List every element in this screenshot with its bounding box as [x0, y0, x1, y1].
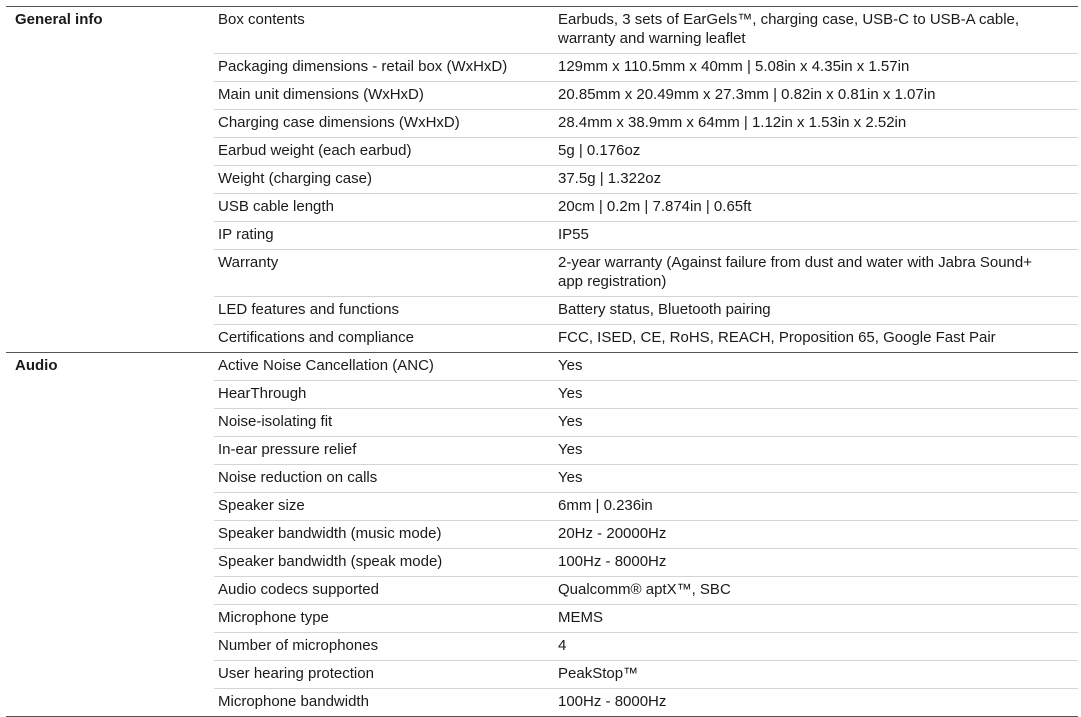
spec-row	[214, 548, 1078, 576]
spec-label: Microphone type	[218, 609, 329, 626]
spec-value: Earbuds, 3 sets of EarGels™, charging case, USB-C to USB-A cable, warranty and warning leaflet	[558, 11, 1020, 47]
spec-label: Box contents	[218, 11, 305, 28]
spec-row	[214, 492, 1078, 520]
spec-label: Active Noise Cancellation (ANC)	[218, 357, 434, 374]
spec-value: 20cm | 0.2m | 7.874in | 0.65ft	[558, 198, 752, 215]
spec-label: Weight (charging case)	[218, 170, 372, 187]
spec-value: 100Hz - 8000Hz	[558, 693, 667, 710]
spec-value: Battery status, Bluetooth pairing	[558, 301, 771, 318]
spec-label: Audio codecs supported	[218, 581, 379, 598]
spec-value: 4	[558, 637, 567, 654]
spec-label: User hearing protection	[218, 665, 374, 682]
spec-value: PeakStop™	[558, 665, 639, 682]
spec-label: Noise reduction on calls	[218, 469, 378, 486]
spec-row	[214, 380, 1078, 408]
spec-value: Yes	[558, 413, 583, 430]
spec-label: HearThrough	[218, 385, 307, 402]
spec-row	[214, 137, 1078, 165]
spec-value: 20.85mm x 20.49mm x 27.3mm | 0.82in x 0.81in x 1.07in	[558, 86, 936, 103]
spec-label: IP rating	[218, 226, 274, 243]
spec-row	[214, 296, 1078, 324]
spec-label: Warranty	[218, 254, 279, 271]
spec-label: Speaker size	[218, 497, 305, 514]
spec-value: FCC, ISED, CE, RoHS, REACH, Proposition 65, Google Fast Pair	[558, 329, 996, 346]
spec-label: USB cable length	[218, 198, 334, 215]
spec-value: 6mm | 0.236in	[558, 497, 653, 514]
spec-row	[214, 604, 1078, 632]
spec-value: MEMS	[558, 609, 603, 626]
spec-value: 37.5g | 1.322oz	[558, 170, 662, 187]
spec-label: In-ear pressure relief	[218, 441, 357, 458]
spec-value: 20Hz - 20000Hz	[558, 525, 667, 542]
spec-label: Main unit dimensions (WxHxD)	[218, 86, 424, 103]
spec-row	[214, 520, 1078, 548]
spec-row	[214, 81, 1078, 109]
spec-label: Microphone bandwidth	[218, 693, 369, 710]
spec-value: Yes	[558, 385, 583, 402]
spec-table	[6, 6, 1078, 717]
spec-row	[214, 324, 1078, 352]
spec-value: Yes	[558, 441, 583, 458]
spec-label: Certifications and compliance	[218, 329, 414, 346]
spec-row	[214, 436, 1078, 464]
section-audio	[6, 352, 1078, 717]
spec-row	[214, 464, 1078, 492]
spec-row	[214, 632, 1078, 660]
spec-row	[214, 660, 1078, 688]
section-title: Audio	[15, 357, 58, 374]
spec-value: Yes	[558, 357, 583, 374]
spec-row	[214, 221, 1078, 249]
spec-value: Yes	[558, 469, 583, 486]
spec-label: LED features and functions	[218, 301, 399, 318]
spec-row	[214, 576, 1078, 604]
spec-row	[214, 109, 1078, 137]
spec-row	[214, 353, 1078, 380]
spec-row	[214, 249, 1078, 296]
section-general-info	[6, 6, 1078, 352]
spec-value: 100Hz - 8000Hz	[558, 553, 667, 570]
section-title: General info	[15, 11, 103, 28]
spec-value: 2-year warranty (Against failure from dust and water with Jabra Sound+ app registration)	[558, 254, 1032, 290]
spec-row	[214, 193, 1078, 221]
spec-label: Charging case dimensions (WxHxD)	[218, 114, 460, 131]
spec-label: Speaker bandwidth (music mode)	[218, 525, 442, 542]
spec-row	[214, 408, 1078, 436]
spec-row	[214, 7, 1078, 53]
spec-row	[214, 53, 1078, 81]
spec-label: Noise-isolating fit	[218, 413, 333, 430]
spec-label: Number of microphones	[218, 637, 379, 654]
spec-value: Qualcomm® aptX™, SBC	[558, 581, 731, 598]
spec-value: 28.4mm x 38.9mm x 64mm | 1.12in x 1.53in x 2.52in	[558, 114, 907, 131]
spec-value: IP55	[558, 226, 589, 243]
spec-label: Speaker bandwidth (speak mode)	[218, 553, 443, 570]
spec-row	[214, 165, 1078, 193]
spec-value: 5g | 0.176oz	[558, 142, 641, 159]
spec-label: Packaging dimensions - retail box (WxHxD)	[218, 58, 508, 75]
spec-value: 129mm x 110.5mm x 40mm | 5.08in x 4.35in x 1.57in	[558, 58, 910, 75]
spec-label: Earbud weight (each earbud)	[218, 142, 412, 159]
